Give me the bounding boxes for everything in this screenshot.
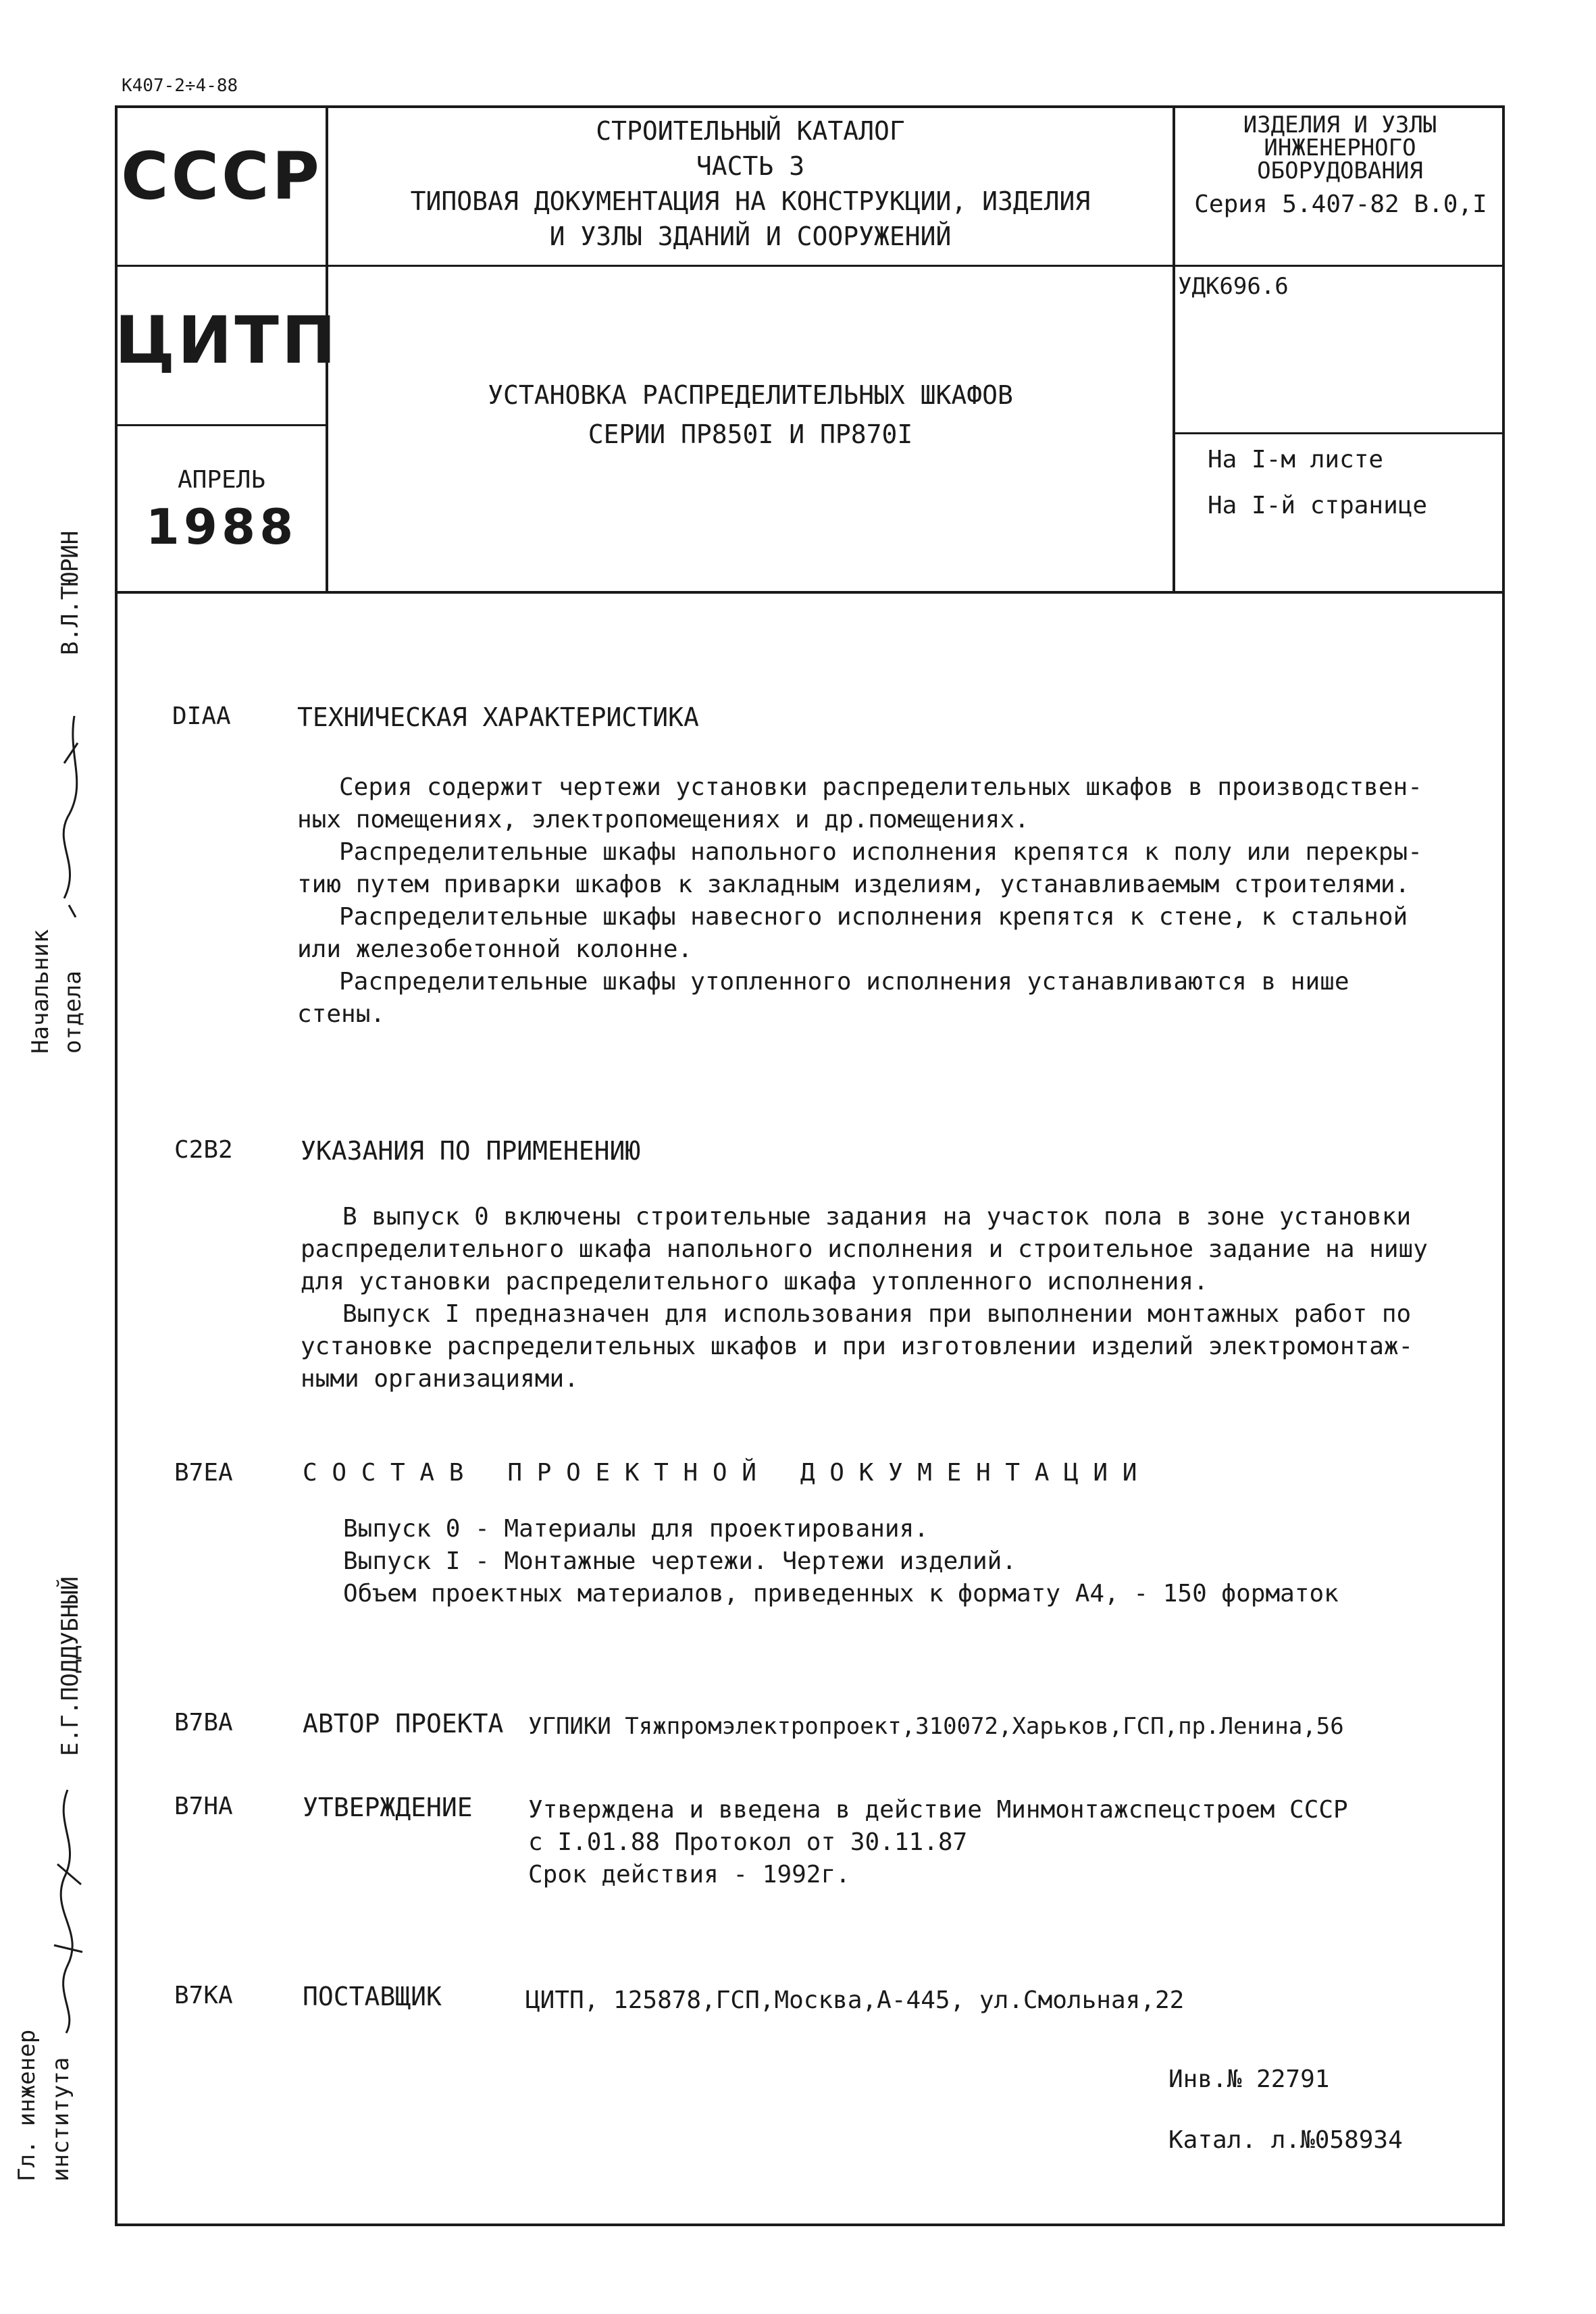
title-line: СЕРИИ ПР850I И ПР870I [588,419,913,449]
usage-line: установке распределительных шкафов и при изготовлении изделий электромонтаж- [301,1333,1414,1360]
supplier-title: ПОСТАВЩИК [303,1982,442,2011]
frame-left [115,105,118,2226]
supplier-code: В7КА [174,1982,233,2009]
citp-label: ЦИТП [115,303,339,378]
catalog-line: И УЗЛЫ ЗДАНИЙ И СООРУЖЕНИЙ [549,222,952,251]
tech-line: тию путем приварки шкафов к закладным изделиям, устанавливаемым строителями. [297,871,1410,898]
tech-title: ТЕХНИЧЕСКАЯ ХАРАКТЕРИСТИКА [297,702,699,732]
tech-line: Распределительные шкафы навесного исполнения крепятся к стене, к стальной [339,903,1408,931]
header-row-line-3 [1173,432,1505,434]
supplier-text: ЦИТП, 125878,ГСП,Москва,А-445, ул.Смольная,22 [525,1986,1185,2014]
tech-code: DIAA [172,702,231,730]
tech-line: Серия содержит чертежи установки распределительных шкафов в производствен- [339,773,1422,801]
frame-bottom [115,2223,1505,2226]
approval-line: Срок действия - 1992г. [528,1861,850,1888]
month-label: АПРЕЛЬ [177,466,266,494]
usage-line: распределительного шкафа напольного исполнения и строительное задание на нишу [301,1235,1428,1263]
chief-name: В.Л.ТЮРИН [57,530,84,655]
engineer-name: Е.Г.ПОДДУБНЫЙ [57,1576,84,1756]
usage-line: Выпуск I предназначен для использования при выполнении монтажных работ по [342,1300,1412,1328]
cccp-label: СССР [121,138,322,214]
catalog-line: СТРОИТЕЛЬНЫЙ КАТАЛОГ [596,116,905,146]
tech-line: стены. [297,1000,386,1028]
page-count: На I-й странице [1208,492,1428,519]
author-code: В7ВА [174,1709,233,1737]
tech-line: Распределительные шкафы напольного исполнения крепятся к полу или перекры- [339,838,1422,866]
engineer-role-1: Гл. инженер [14,2029,41,2182]
series-label: Серия 5.407-82 В.0,I [1194,190,1487,218]
sheet-count: На I-м листе [1208,446,1384,473]
chief-role-2: отдела [59,971,86,1054]
catalog-sheet-number: Катал. л.№058934 [1168,2126,1403,2154]
header-bottom-line [115,591,1505,594]
document-title [328,376,1173,454]
category-line: ИЗДЕЛИЯ И УЗЛЫ [1243,111,1437,138]
composition-code: В7ЕА [174,1459,233,1487]
udk-label: УДК696.6 [1178,273,1289,300]
usage-line: ными организациями. [301,1365,579,1393]
engineer-role-2: института [47,2057,74,2182]
approval-line: Утверждена и введена в действие Минмонтажспецстроем СССР [528,1796,1348,1824]
composition-title: С О С Т А В П Р О Е К Т Н О Й Д О К У М Е Н Т А Ц И И [303,1459,1137,1487]
usage-body [301,1201,1428,1395]
inventory-number: Инв.№ 22791 [1168,2065,1330,2093]
tech-body [297,771,1422,1031]
engineer-signature [27,1783,95,2040]
approval-code: В7НА [174,1793,233,1820]
catalog-title [328,113,1173,254]
author-title: АВТОР ПРОЕКТА [303,1709,504,1739]
year-label: 1988 [145,498,298,555]
catalog-line: ТИПОВАЯ ДОКУМЕНТАЦИЯ НА КОНСТРУКЦИИ, ИЗДЕЛИЯ [410,186,1091,216]
usage-title: УКАЗАНИЯ ПО ПРИМЕНЕНИЮ [301,1136,641,1166]
composition-line: Объем проектных материалов, приведенных к формату А4, - 150 форматок [343,1580,1339,1608]
catalog-line: ЧАСТЬ 3 [696,151,805,181]
chief-role-1: Начальник [27,929,54,1054]
approval-body [528,1794,1348,1891]
usage-line: для установки распределительного шкафа утопленного исполнения. [301,1268,1208,1295]
tech-line: или железобетонной колонне. [297,935,693,963]
title-line: УСТАНОВКА РАСПРЕДЕЛИТЕЛЬНЫХ ШКАФОВ [488,380,1013,410]
frame-top [115,105,1505,108]
composition-body [343,1513,1339,1610]
tech-line: Распределительные шкафы утопленного исполнения устанавливаются в нише [339,968,1349,996]
header-row-line-2 [115,424,328,426]
chief-signature [27,702,95,919]
composition-line: Выпуск I - Монтажные чертежи. Чертежи изделий. [343,1547,1016,1575]
approval-title: УТВЕРЖДЕНИЕ [303,1793,473,1822]
category-line: ИНЖЕНЕРНОГО [1264,134,1416,161]
usage-line: В выпуск 0 включены строительные задания на участок пола в зоне установки [342,1203,1412,1231]
doc-code: К407-2÷4-88 [122,76,238,96]
category-block [1175,113,1505,182]
tech-line: ных помещениях, электропомещениях и др.помещениях. [297,806,1029,833]
frame-right [1502,105,1505,2226]
category-line: ОБОРУДОВАНИЯ [1257,157,1423,184]
author-text: УГПИКИ Тяжпромэлектропроект,310072,Харьков,ГСП,пр.Ленина,56 [528,1713,1344,1740]
usage-code: С2В2 [174,1136,233,1164]
header-row-line-1 [115,265,1505,267]
composition-line: Выпуск 0 - Материалы для проектирования. [343,1515,929,1543]
approval-line: с I.01.88 Протокол от 30.11.87 [528,1828,968,1856]
